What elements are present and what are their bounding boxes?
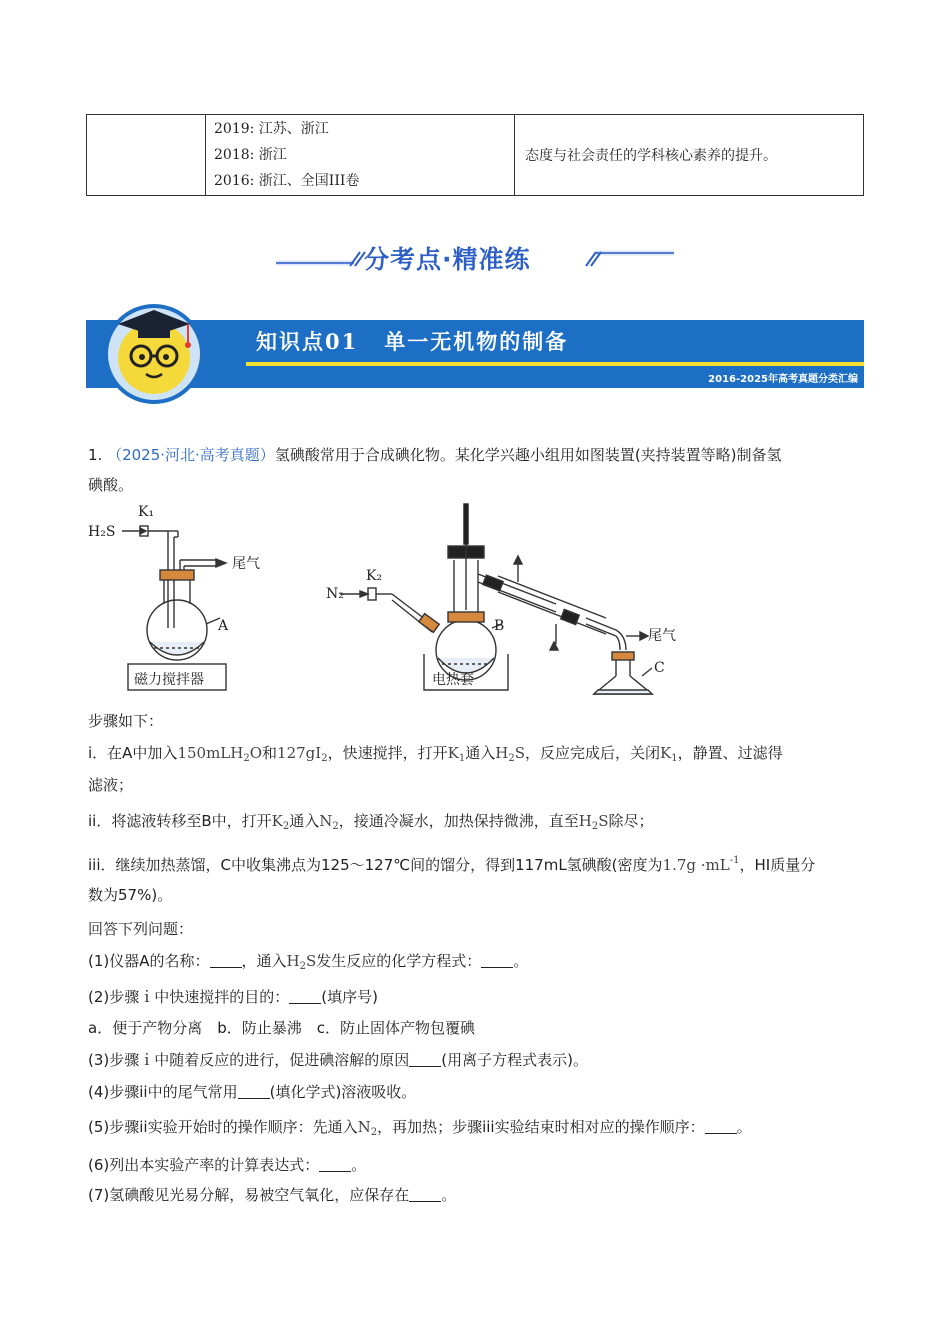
label-k2: K₂ bbox=[366, 568, 383, 584]
answer-blank[interactable] bbox=[238, 1084, 270, 1099]
step-3-cont: 数为57%)。 bbox=[88, 886, 173, 904]
answer-heading: 回答下列问题： bbox=[88, 920, 194, 938]
answer-blank[interactable] bbox=[409, 1187, 441, 1202]
section-subtitle: 2016-2025年高考真题分类汇编 bbox=[708, 374, 858, 385]
table-row: 2019: 江苏、浙江 bbox=[214, 121, 329, 137]
label-c: C bbox=[654, 660, 665, 676]
sub-question-7: (7)氢碘酸见光易分解，易被空气氧化，应保存在 。 bbox=[88, 1186, 457, 1204]
banner-title: 分考点·精准练 bbox=[364, 245, 531, 274]
answer-blank[interactable] bbox=[210, 953, 242, 968]
step-1-cont: 滤液； bbox=[88, 776, 134, 794]
label-heater: 电热套 bbox=[432, 672, 474, 688]
steps-heading: 步骤如下： bbox=[88, 712, 164, 730]
question-text: 氢碘酸常用于合成碘化物。某化学兴趣小组用如图装置(夹持装置等略)制备氢 bbox=[274, 446, 782, 464]
sub-question-6: (6)列出本实验产率的计算表达式： 。 bbox=[88, 1156, 367, 1174]
question-intro bbox=[88, 444, 782, 466]
sub-question-2-options: a．便于产物分离 b．防止暴沸 c．防止固体产物包覆碘 bbox=[88, 1019, 475, 1037]
section-label: 知识点01 bbox=[256, 329, 359, 354]
label-tail-gas-2: 尾气 bbox=[648, 628, 676, 644]
label-stirrer: 磁力搅拌器 bbox=[134, 672, 204, 688]
answer-blank[interactable] bbox=[705, 1119, 737, 1134]
table-row: 2018: 浙江 bbox=[214, 147, 287, 163]
section-title bbox=[256, 326, 568, 356]
section-name: 单一无机物的制备 bbox=[384, 329, 569, 354]
question-number: 1. bbox=[88, 446, 103, 464]
step-2: ii．将滤液转移至B中，打开$K_2$通入$N_2$，接通冷凝水，加热保持微沸，直至$H_2S$除尽； bbox=[88, 812, 654, 832]
apparatus-diagram bbox=[86, 500, 696, 700]
exam-year-table bbox=[86, 114, 864, 196]
mascot-avatar bbox=[104, 290, 204, 414]
label-tail-gas-1: 尾气 bbox=[232, 556, 260, 572]
label-a: A bbox=[218, 618, 229, 634]
answer-blank[interactable] bbox=[289, 989, 321, 1004]
answer-blank[interactable] bbox=[409, 1052, 441, 1067]
question-source: （2025·河北·高考真题） bbox=[107, 446, 275, 464]
sub-question-4: (4)步骤ii中的尾气常用 (填化学式)溶液吸收。 bbox=[88, 1083, 417, 1101]
label-n2: N₂ bbox=[326, 586, 344, 602]
sub-question-5: (5)步骤ii实验开始时的操作顺序：先通入$N_2$，再加热；步骤iii实验结束时相对应的操作顺序： 。 bbox=[88, 1118, 752, 1138]
answer-blank[interactable] bbox=[319, 1157, 351, 1172]
sub-question-1: (1)仪器A的名称： ，通入$H_2S$发生反应的化学方程式： 。 bbox=[88, 952, 529, 972]
label-b: B bbox=[494, 618, 505, 634]
table-empty-cell bbox=[87, 115, 206, 196]
table-years-cell bbox=[206, 115, 515, 196]
label-k1: K₁ bbox=[138, 504, 155, 520]
table-row: 2016: 浙江、全国III卷 bbox=[214, 173, 360, 189]
sub-question-2: (2)步骤ｉ中快速搅拌的目的： (填序号) bbox=[88, 988, 378, 1006]
table-goal-cell: 态度与社会责任的学科核心素养的提升。 bbox=[515, 115, 864, 196]
step-1: i．在A中加入150mLH$_2$O和$127gI_2$，快速搅拌，打开$K_1$通入$H_2S$，反应完成后，关闭$K_1$，静置、过滤得 bbox=[88, 744, 783, 764]
question-text-cont: 碘酸。 bbox=[88, 476, 134, 494]
label-h2s: H₂S bbox=[88, 524, 116, 540]
section-underline bbox=[246, 362, 864, 366]
answer-blank[interactable] bbox=[481, 953, 513, 968]
sub-question-3: (3)步骤ｉ中随着反应的进行，促进碘溶解的原因 (用离子方程式表示)。 bbox=[88, 1051, 588, 1069]
step-3: iii．继续加热蒸馏，C中收集沸点为125～127℃间的馏分，得到117mL氢碘酸(密度为$1.7g \cdot mL^{-1}$，HI质量分 bbox=[88, 855, 816, 874]
